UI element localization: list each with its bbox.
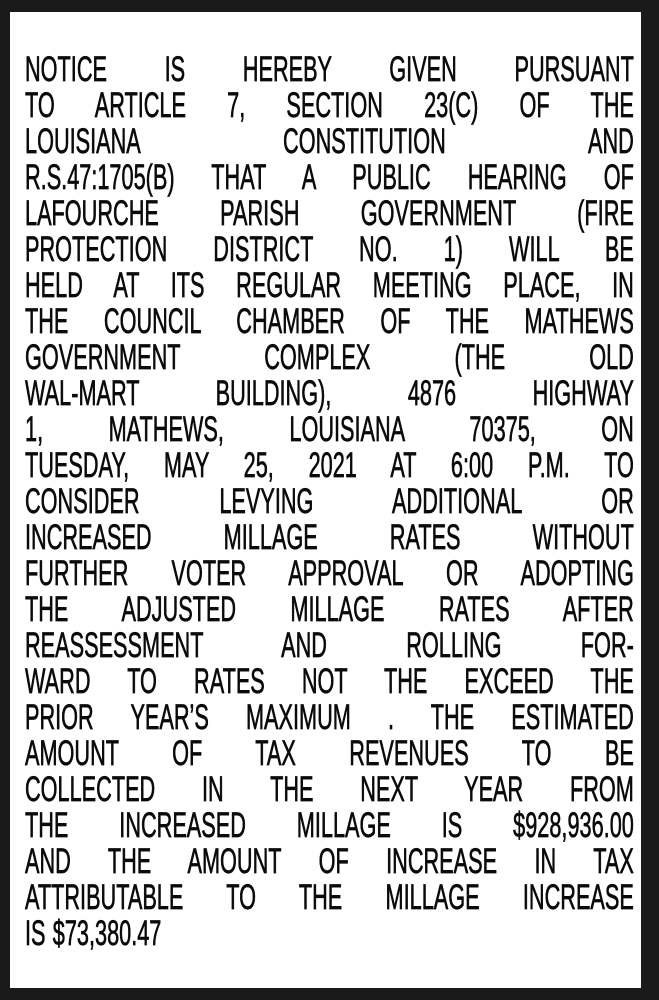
notice-line: LAFOURCHE PARISH GOVERNMENT (FIRE xyxy=(25,194,634,233)
notice-body xyxy=(25,52,634,952)
notice-line: PROTECTION DISTRICT NO. 1) WILL BE xyxy=(25,230,634,269)
notice-line: 1, MATHEWS, LOUISIANA 70375, ON xyxy=(25,410,634,449)
notice-line: IS $73,380.47 xyxy=(25,914,162,953)
notice-panel xyxy=(10,12,641,988)
notice-line: REASSESSMENT AND ROLLING FOR- xyxy=(25,626,634,665)
notice-line: CONSIDER LEVYING ADDITIONAL OR xyxy=(25,482,634,521)
notice-line: ATTRIBUTABLE TO THE MILLAGE INCREASE xyxy=(25,878,634,917)
notice-line: HELD AT ITS REGULAR MEETING PLACE, IN xyxy=(25,266,634,305)
notice-line: INCREASED MILLAGE RATES WITHOUT xyxy=(25,518,634,557)
notice-line: GOVERNMENT COMPLEX (THE OLD xyxy=(25,338,634,377)
notice-line: THE INCREASED MILLAGE IS $928,936.00 xyxy=(25,806,634,845)
notice-line: PRIOR YEAR’S MAXIMUM . THE ESTIMATED xyxy=(25,698,634,737)
notice-line: TUESDAY, MAY 25, 2021 AT 6:00 P.M. TO xyxy=(25,446,634,485)
notice-line: TO ARTICLE 7, SECTION 23(C) OF THE xyxy=(25,86,634,125)
notice-line: AMOUNT OF TAX REVENUES TO BE xyxy=(25,734,634,773)
notice-line: WAL-MART BUILDING), 4876 HIGHWAY xyxy=(25,374,634,413)
notice-line: R.S.47:1705(B) THAT A PUBLIC HEARING OF xyxy=(25,158,634,197)
notice-line: WARD TO RATES NOT THE EXCEED THE xyxy=(25,662,634,701)
notice-line: THE ADJUSTED MILLAGE RATES AFTER xyxy=(25,590,634,629)
notice-line: COLLECTED IN THE NEXT YEAR FROM xyxy=(25,770,634,809)
notice-line: LOUISIANA CONSTITUTION AND xyxy=(25,122,634,161)
notice-line: AND THE AMOUNT OF INCREASE IN TAX xyxy=(25,842,634,881)
notice-line: NOTICE IS HEREBY GIVEN PURSUANT xyxy=(25,50,634,89)
notice-line: FURTHER VOTER APPROVAL OR ADOPTING xyxy=(25,554,634,593)
notice-line: THE COUNCIL CHAMBER OF THE MATHEWS xyxy=(25,302,634,341)
